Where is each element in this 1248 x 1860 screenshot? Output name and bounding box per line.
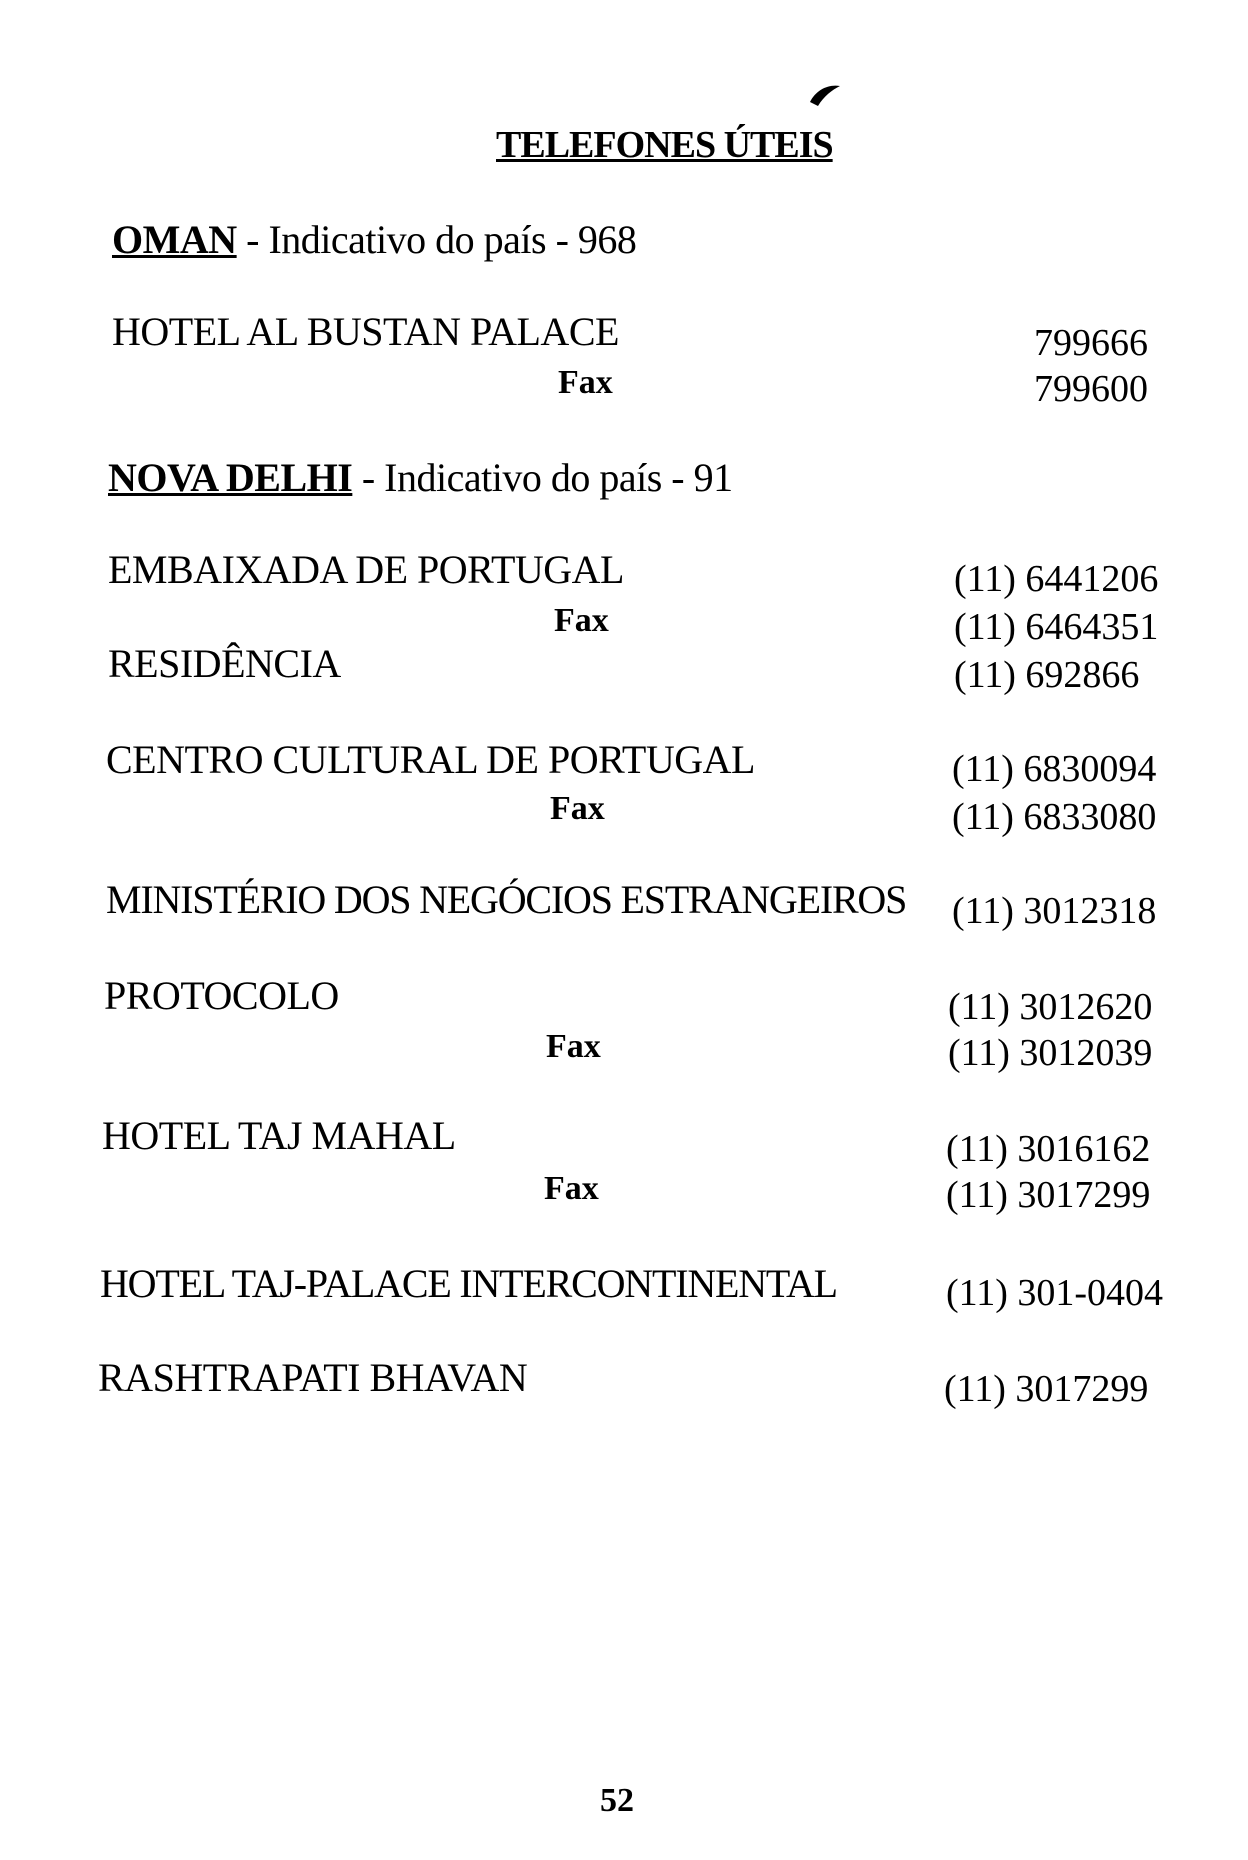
entry-name: Fax [550,790,605,827]
entry-phone: (11) 3016162 [946,1128,1151,1170]
country-name: NOVA DELHI [108,455,353,500]
country-heading-oman [112,217,637,262]
entry-phone: (11) 3012318 [952,890,1157,932]
country-heading-nova-delhi [108,455,733,500]
entry-name: EMBAIXADA DE PORTUGAL [108,547,624,592]
entry-name: RASHTRAPATI BHAVAN [98,1355,528,1400]
entry-phone: (11) 6464351 [954,606,1159,648]
country-info: - Indicativo do país - 91 [352,455,733,500]
entry-name: MINISTÉRIO DOS NEGÓCIOS ESTRANGEIROS [106,877,907,922]
entry-phone: (11) 301-0404 [946,1272,1164,1314]
entry-name: HOTEL TAJ-PALACE INTERCONTINENTAL [100,1261,837,1306]
entry-phone: (11) 692866 [954,654,1140,696]
entry-name: Fax [544,1170,599,1207]
entry-name: Fax [554,602,609,639]
entry-phone: 799600 [1034,368,1148,410]
entry-phone: 799666 [1034,322,1148,364]
entry-name: PROTOCOLO [104,973,339,1018]
entry-phone: (11) 3017299 [946,1174,1151,1216]
entry-name: Fax [558,364,613,401]
entry-phone: (11) 6441206 [954,558,1159,600]
entry-name: HOTEL TAJ MAHAL [102,1113,456,1158]
entry-phone: (11) 6833080 [952,796,1157,838]
entry-name: CENTRO CULTURAL DE PORTUGAL [106,737,755,782]
ink-mark-icon [806,82,842,118]
entry-phone: (11) 6830094 [952,748,1157,790]
page-number: 52 [600,1782,634,1819]
entry-name: HOTEL AL BUSTAN PALACE [112,309,619,354]
entry-name: Fax [546,1028,601,1065]
country-info: - Indicativo do país - 968 [236,217,637,262]
entry-phone: (11) 3012620 [948,986,1153,1028]
entry-phone: (11) 3012039 [948,1032,1153,1074]
entry-name: RESIDÊNCIA [108,641,341,686]
country-name: OMAN [112,217,237,262]
entry-phone: (11) 3017299 [944,1368,1149,1410]
page-title: TELEFONES ÚTEIS [496,124,833,166]
